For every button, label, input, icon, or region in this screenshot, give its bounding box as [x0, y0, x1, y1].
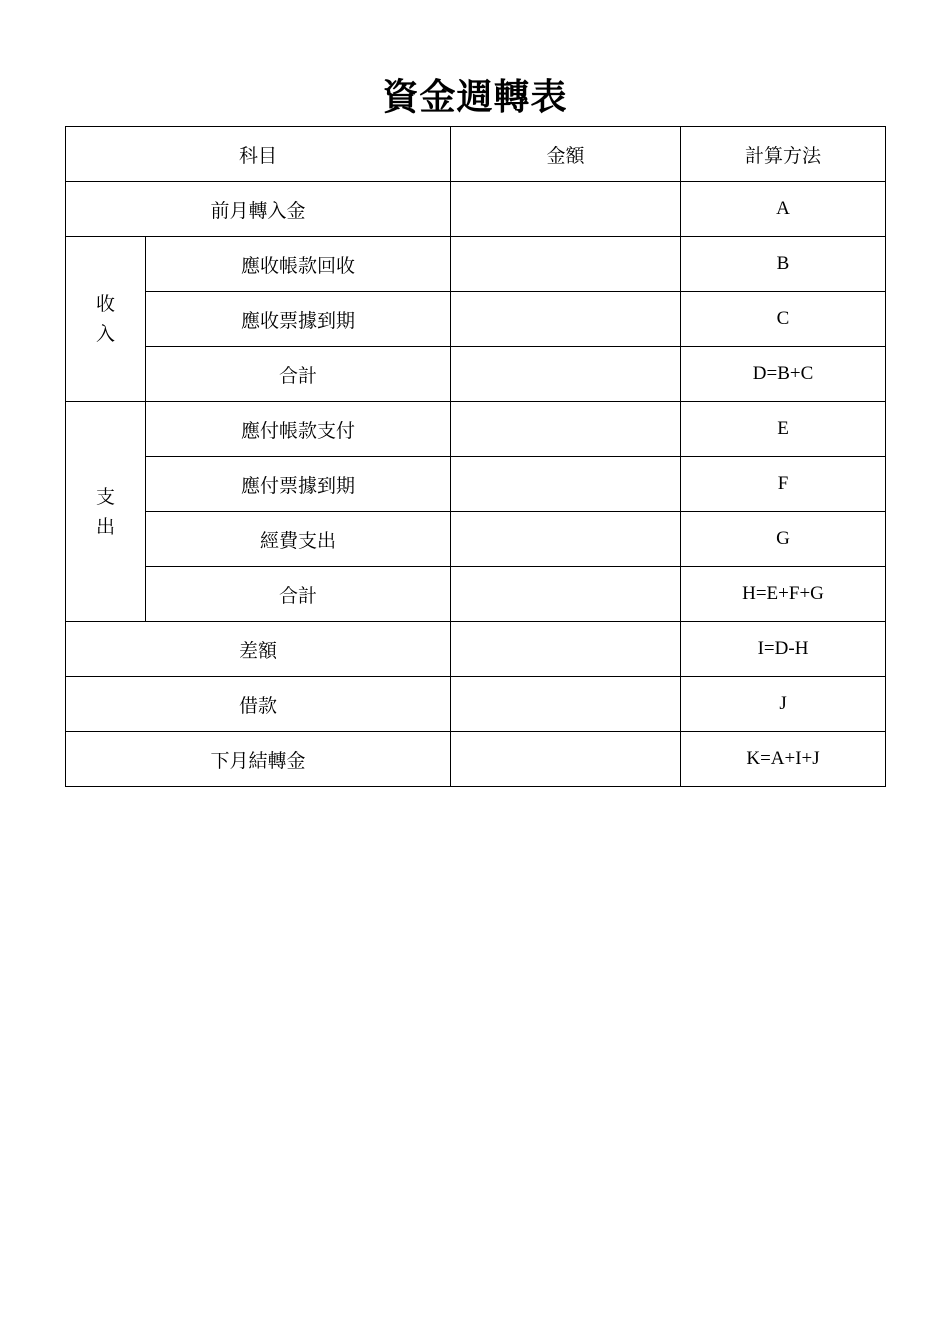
row-label: 差額 — [66, 622, 451, 677]
formula-cell: J — [681, 677, 886, 732]
formula-cell: H=E+F+G — [681, 567, 886, 622]
row-label: 應收帳款回收 — [146, 237, 451, 292]
formula-cell: F — [681, 457, 886, 512]
page-title: 資金週轉表 — [382, 77, 568, 118]
table-row-income-total — [66, 347, 886, 402]
formula-cell: B — [681, 237, 886, 292]
formula-cell: C — [681, 292, 886, 347]
formula-cell: E — [681, 402, 886, 457]
formula-cell: A — [681, 182, 886, 237]
amount-cell[interactable] — [451, 237, 681, 292]
row-label: 合計 — [146, 567, 451, 622]
table-row-loan — [66, 677, 886, 732]
amount-cell[interactable] — [451, 292, 681, 347]
table-row-income — [66, 237, 886, 292]
formula-cell: K=A+I+J — [681, 732, 886, 787]
amount-cell[interactable] — [451, 622, 681, 677]
formula-cell: D=B+C — [681, 347, 886, 402]
formula-cell: G — [681, 512, 886, 567]
row-label: 應付帳款支付 — [146, 402, 451, 457]
row-label: 合計 — [146, 347, 451, 402]
amount-cell[interactable] — [451, 182, 681, 237]
table-row-expense — [66, 512, 886, 567]
income-group-label: 收 入 — [66, 237, 146, 402]
amount-cell[interactable] — [451, 347, 681, 402]
amount-cell[interactable] — [451, 567, 681, 622]
row-label: 下月結轉金 — [66, 732, 451, 787]
table-row-opening — [66, 182, 886, 237]
amount-cell[interactable] — [451, 457, 681, 512]
header-amount: 金額 — [451, 127, 681, 182]
row-label: 經費支出 — [146, 512, 451, 567]
table-row-expense — [66, 402, 886, 457]
header-method: 計算方法 — [681, 127, 886, 182]
table-row-difference — [66, 622, 886, 677]
fund-turnover-table — [65, 126, 886, 787]
formula-cell: I=D-H — [681, 622, 886, 677]
row-label: 前月轉入金 — [66, 182, 451, 237]
table-row-expense — [66, 457, 886, 512]
table-header-row — [66, 127, 886, 182]
table-row-income — [66, 292, 886, 347]
amount-cell[interactable] — [451, 512, 681, 567]
amount-cell[interactable] — [451, 402, 681, 457]
row-label: 借款 — [66, 677, 451, 732]
amount-cell[interactable] — [451, 732, 681, 787]
row-label: 應收票據到期 — [146, 292, 451, 347]
table-row-closing — [66, 732, 886, 787]
header-item: 科目 — [66, 127, 451, 182]
amount-cell[interactable] — [451, 677, 681, 732]
row-label: 應付票據到期 — [146, 457, 451, 512]
table-row-expense-total — [66, 567, 886, 622]
expense-group-label: 支 出 — [66, 402, 146, 622]
